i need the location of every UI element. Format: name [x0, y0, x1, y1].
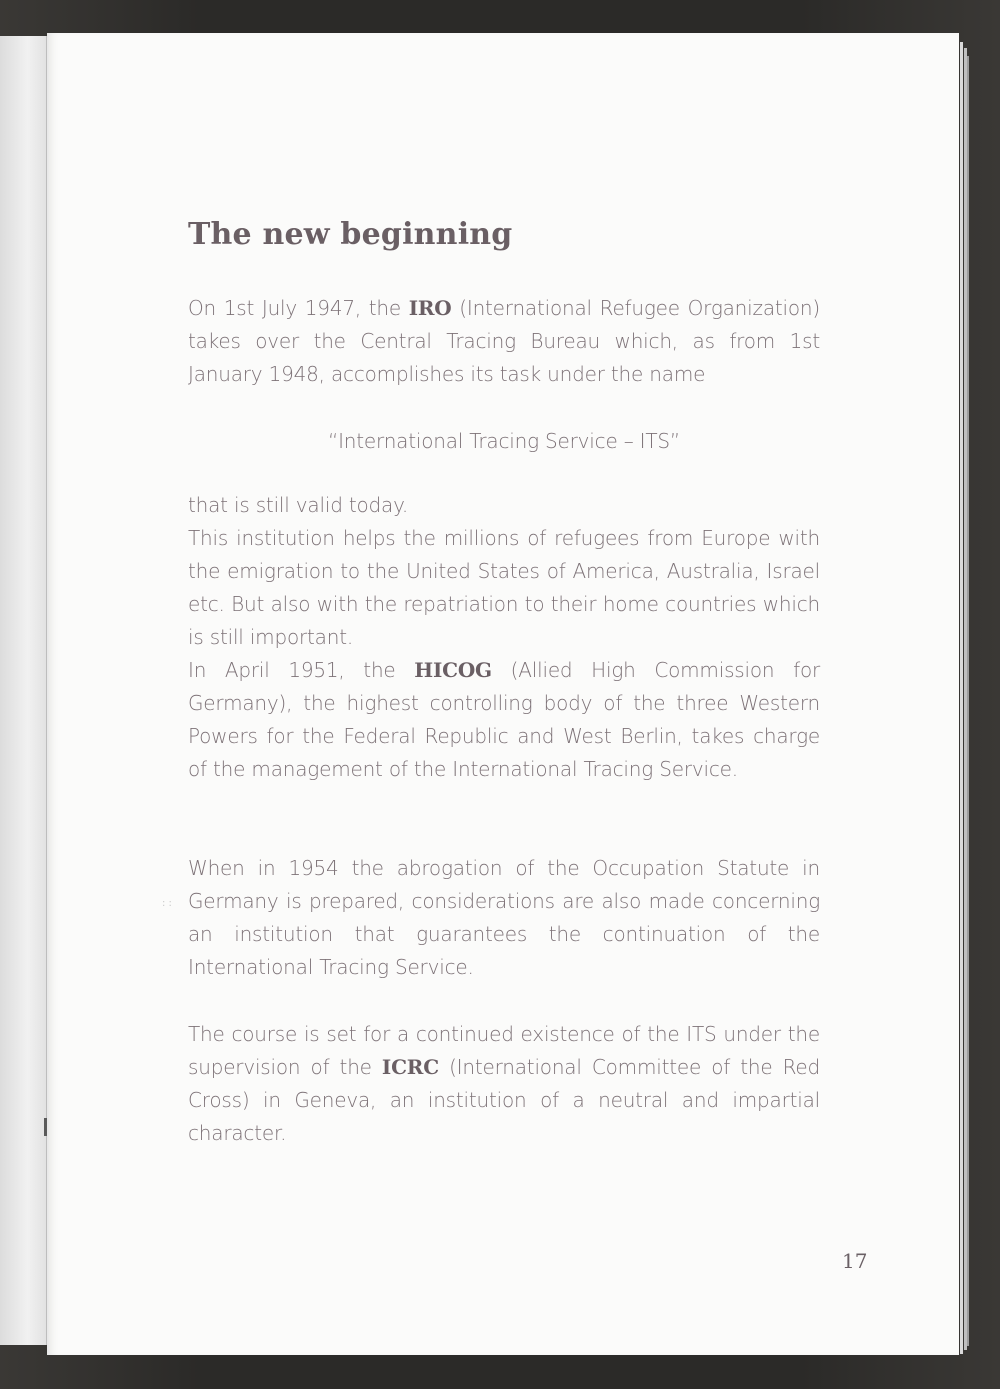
text-run: (International Committee of the Red Cross) in Geneva, an institution of a neutral and impartial character.	[188, 1055, 820, 1145]
text-run: (International Refugee Organization) takes over the Central Tracing Bureau which, as from 1st January 1948, accomplishes its task under the name	[188, 296, 820, 386]
bold-term: ICRC	[381, 1055, 439, 1079]
page-title: The new beginning	[188, 217, 513, 252]
text-run: The course is set for a continued existence of the ITS under the supervision of the	[188, 1022, 820, 1079]
left-page-edge	[0, 36, 47, 1345]
page-number: 17	[842, 1249, 868, 1273]
bold-term: HICOG	[414, 658, 492, 682]
paragraph-icrc	[188, 1018, 820, 1150]
text-run: In April 1951, the	[188, 658, 415, 682]
text-run: When in 1954 the abrogation of the Occupation Statute in Germany is prepared, considerations are also made concerning an institution that guarantees the continuation of the International Tracing Service.	[188, 856, 820, 979]
document-page	[47, 33, 959, 1355]
text-run: (Allied High Commission for Germany), the highest controlling body of the three Western Powers for the Federal Republic and West Berlin, takes charge of the management of the International Tracing Service.	[188, 658, 820, 781]
text-run: that is still valid today.	[188, 493, 409, 517]
paragraph-occupation-statute	[188, 852, 820, 984]
page-stack-edge	[967, 56, 969, 1346]
bold-term: IRO	[408, 296, 452, 320]
page-stack-edge	[960, 42, 963, 1354]
text-run: This institution helps the millions of refugees from Europe with the emigration to the United States of America, Australia, Israel etc. But also with the repatriation to their home countries which is still important.	[188, 526, 820, 649]
paragraph-iro	[188, 292, 820, 391]
quoted-service-name: “International Tracing Service – ITS”	[327, 429, 681, 453]
paragraph-hicog	[188, 489, 820, 786]
text-run: On 1st July 1947, the	[188, 296, 409, 320]
gutter-mark: : :	[162, 898, 172, 909]
